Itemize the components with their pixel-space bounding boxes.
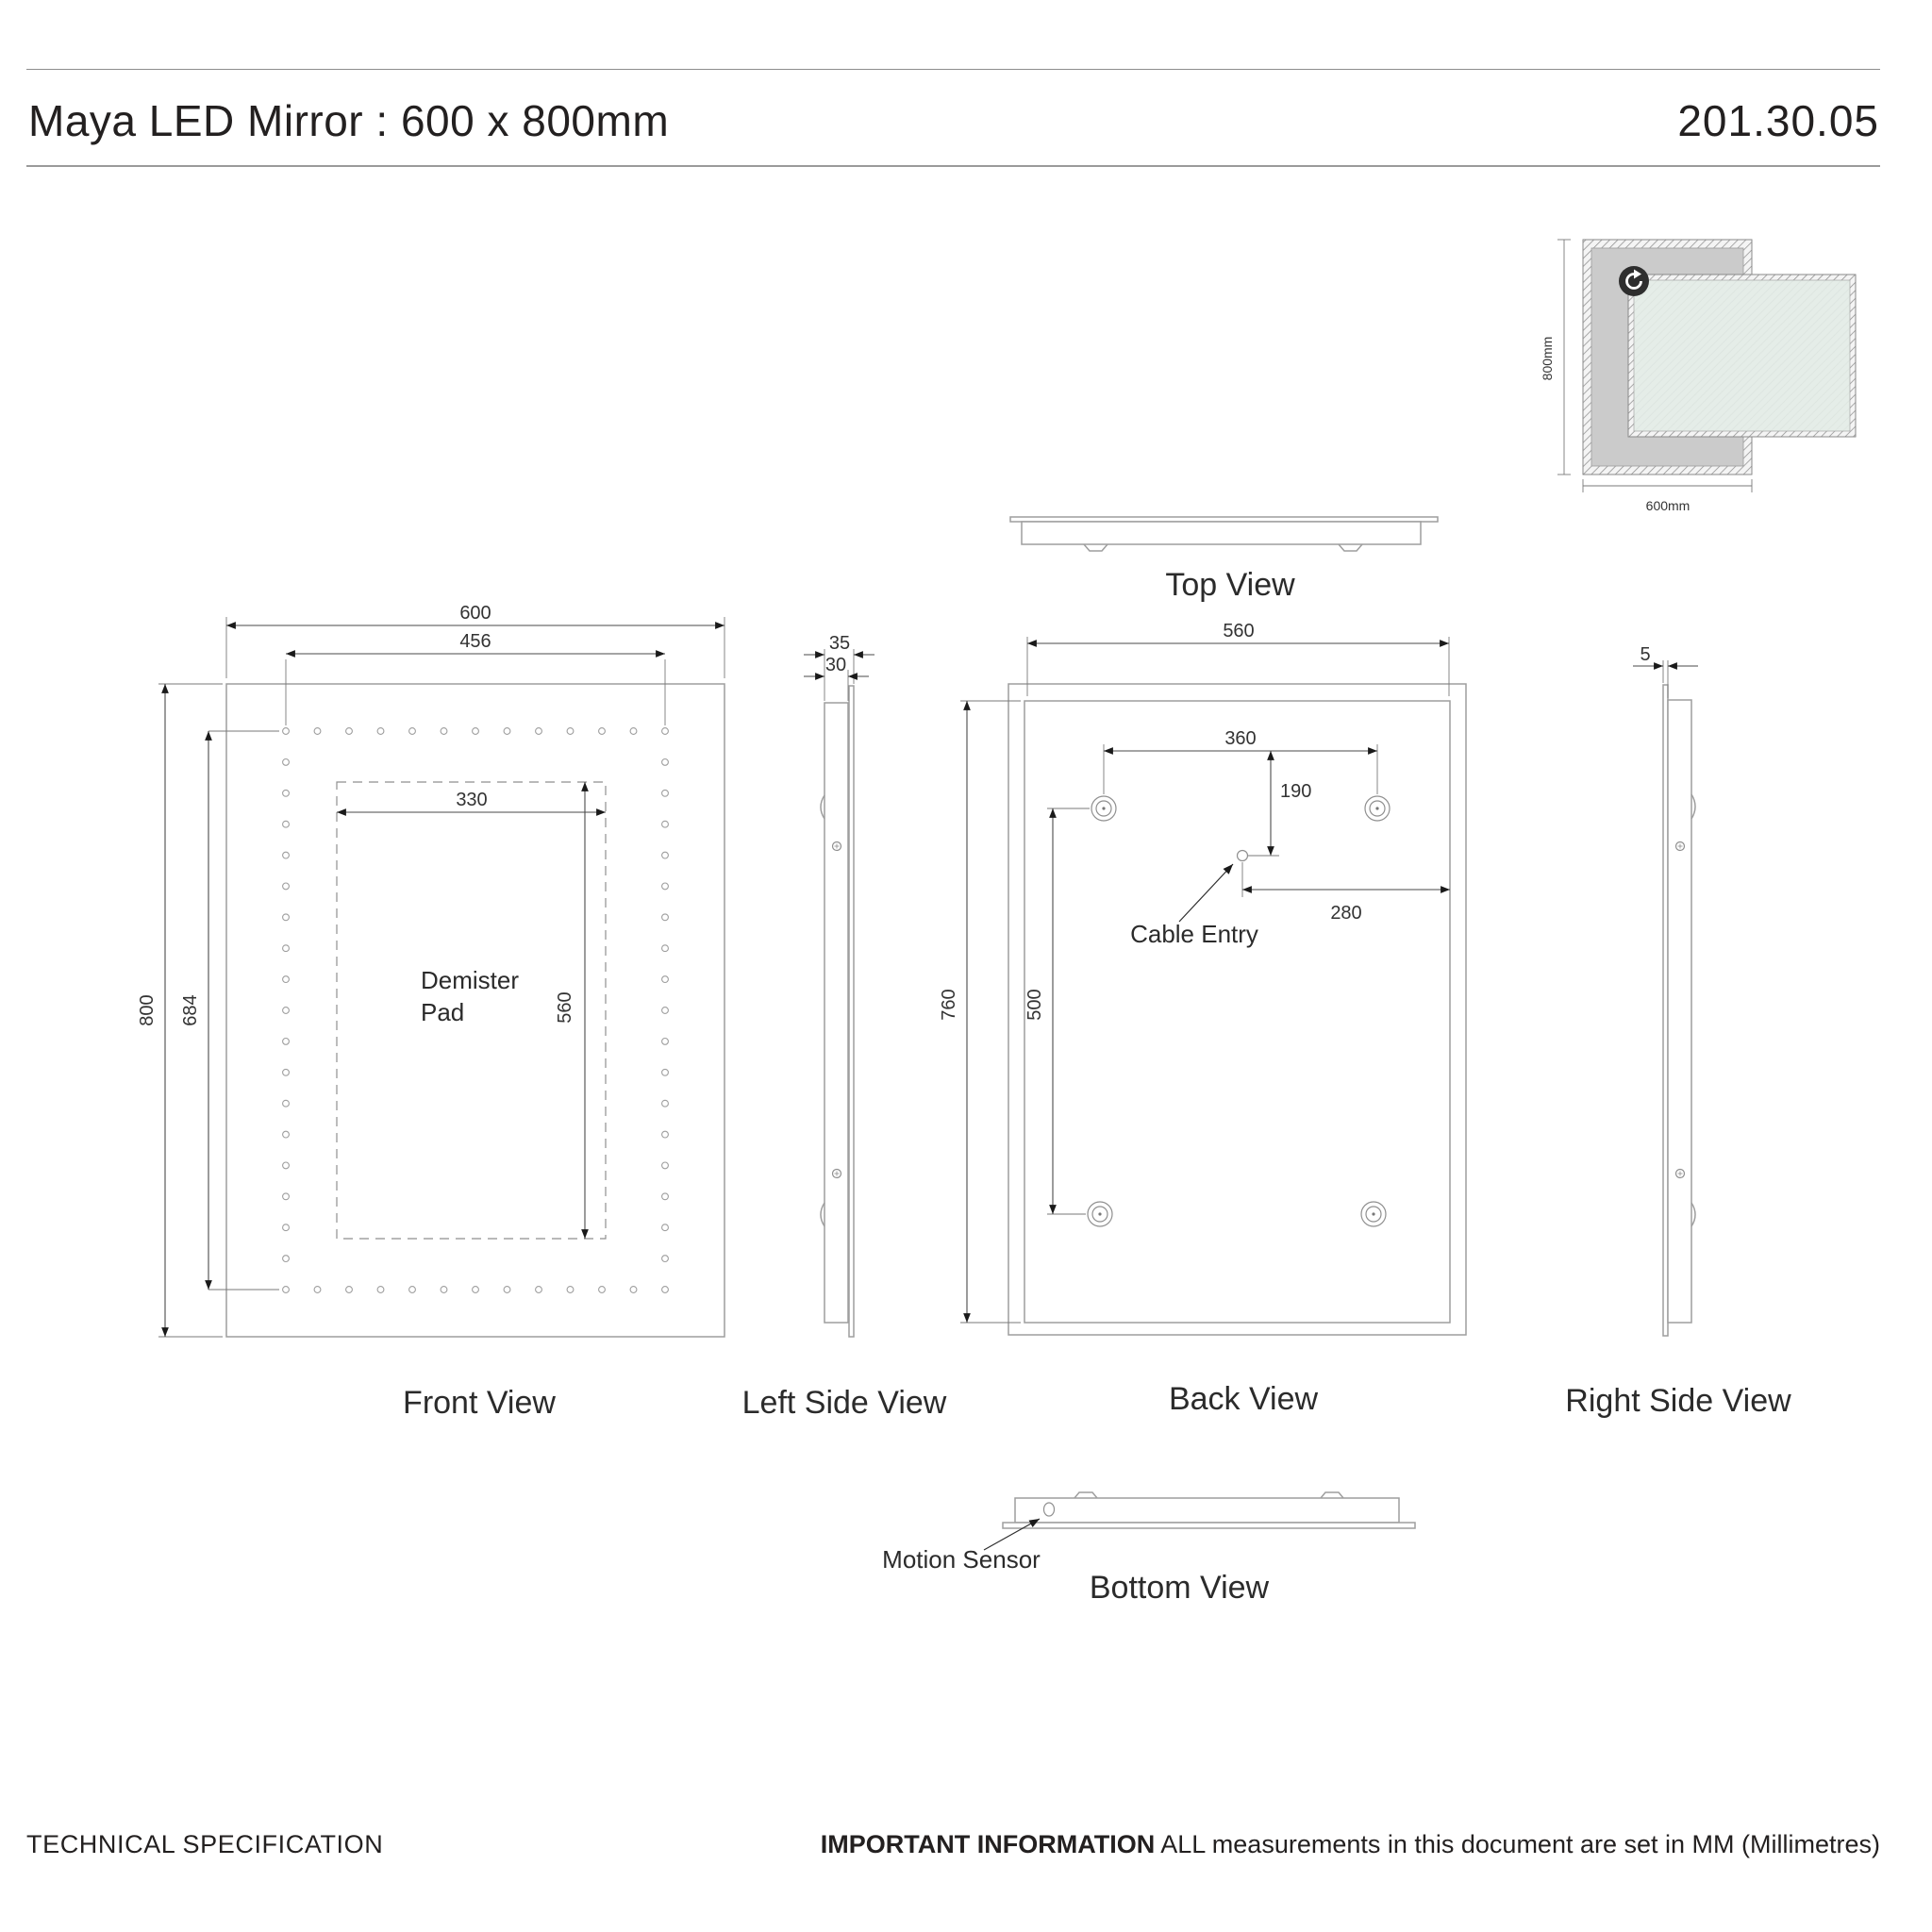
dim-front-led-height-value: 684 — [180, 994, 201, 1026]
right-side-view — [1565, 644, 1791, 1419]
product-thumbnail — [1540, 240, 1856, 513]
dim-glass-thickness-value: 5 — [1640, 644, 1651, 665]
dim-front-height-value: 800 — [137, 994, 158, 1026]
dim-front-width-value: 600 — [459, 603, 491, 624]
bottom-view-keyhole-notch — [1321, 1492, 1343, 1498]
dim-hole-spacing-y-value: 500 — [1024, 989, 1045, 1021]
front-view-label: Front View — [403, 1385, 556, 1421]
bottom-view-box — [1015, 1498, 1399, 1523]
cable-entry-label: Cable Entry — [1130, 920, 1258, 948]
dim-back-box-width-value: 560 — [1223, 621, 1255, 641]
footer-left: TECHNICAL SPECIFICATION — [26, 1830, 384, 1858]
dim-cable-drop-value: 190 — [1280, 781, 1312, 802]
front-view — [137, 603, 724, 1421]
top-view-keyhole-notch — [1339, 544, 1362, 551]
right-side-box — [1668, 700, 1691, 1323]
thumbnail-height-label: 800mm — [1540, 336, 1555, 381]
page-title: Maya LED Mirror : 600 x 800mm — [28, 96, 670, 145]
bottom-view-glass — [1003, 1523, 1415, 1528]
footer-important-label: IMPORTANT INFORMATION — [820, 1830, 1156, 1858]
footer-important-text: ALL measurements in this document are set in MM (Millimetres) — [1160, 1830, 1880, 1858]
dim-front-led-width-value: 456 — [459, 631, 491, 652]
top-view-box — [1022, 522, 1421, 544]
bottom-view-keyhole-notch — [1074, 1492, 1097, 1498]
dim-pad-width-value: 330 — [456, 790, 488, 810]
thumbnail-width-dim — [1583, 479, 1752, 513]
mirror-glass-face — [1634, 280, 1850, 431]
footer-right — [821, 1830, 1880, 1859]
top-view — [1010, 517, 1438, 603]
back-view-box — [1024, 701, 1450, 1323]
demister-pad-label-2: Pad — [421, 998, 465, 1026]
left-side-view — [742, 633, 947, 1421]
dim-side-depth-value: 35 — [828, 633, 851, 654]
demister-pad-label-1: Demister — [421, 966, 520, 994]
left-side-view-label: Left Side View — [741, 1385, 947, 1421]
back-view — [939, 621, 1466, 1417]
rotate-icon — [1619, 266, 1649, 296]
thumbnail-height-dim — [1540, 240, 1571, 475]
bottom-view — [882, 1492, 1415, 1606]
left-side-box — [824, 703, 848, 1323]
dim-side-box-depth — [804, 655, 869, 701]
dim-back-box-height-value: 760 — [939, 989, 959, 1021]
top-view-label: Top View — [1165, 567, 1295, 603]
product-code: 201.30.05 — [1677, 96, 1879, 145]
dim-pad-height-value: 560 — [555, 991, 575, 1024]
top-view-keyhole-notch — [1084, 544, 1108, 551]
thumbnail-width-label: 600mm — [1645, 498, 1690, 513]
left-side-glass — [849, 686, 854, 1337]
motion-sensor-label: Motion Sensor — [882, 1545, 1041, 1574]
back-view-label: Back View — [1168, 1381, 1319, 1417]
dim-side-box-depth-value: 30 — [824, 655, 847, 675]
right-side-view-label: Right Side View — [1565, 1383, 1791, 1419]
dim-hole-spacing-x-value: 360 — [1224, 728, 1257, 749]
dim-cable-offset-value: 280 — [1330, 903, 1362, 924]
bottom-view-label: Bottom View — [1089, 1570, 1270, 1606]
